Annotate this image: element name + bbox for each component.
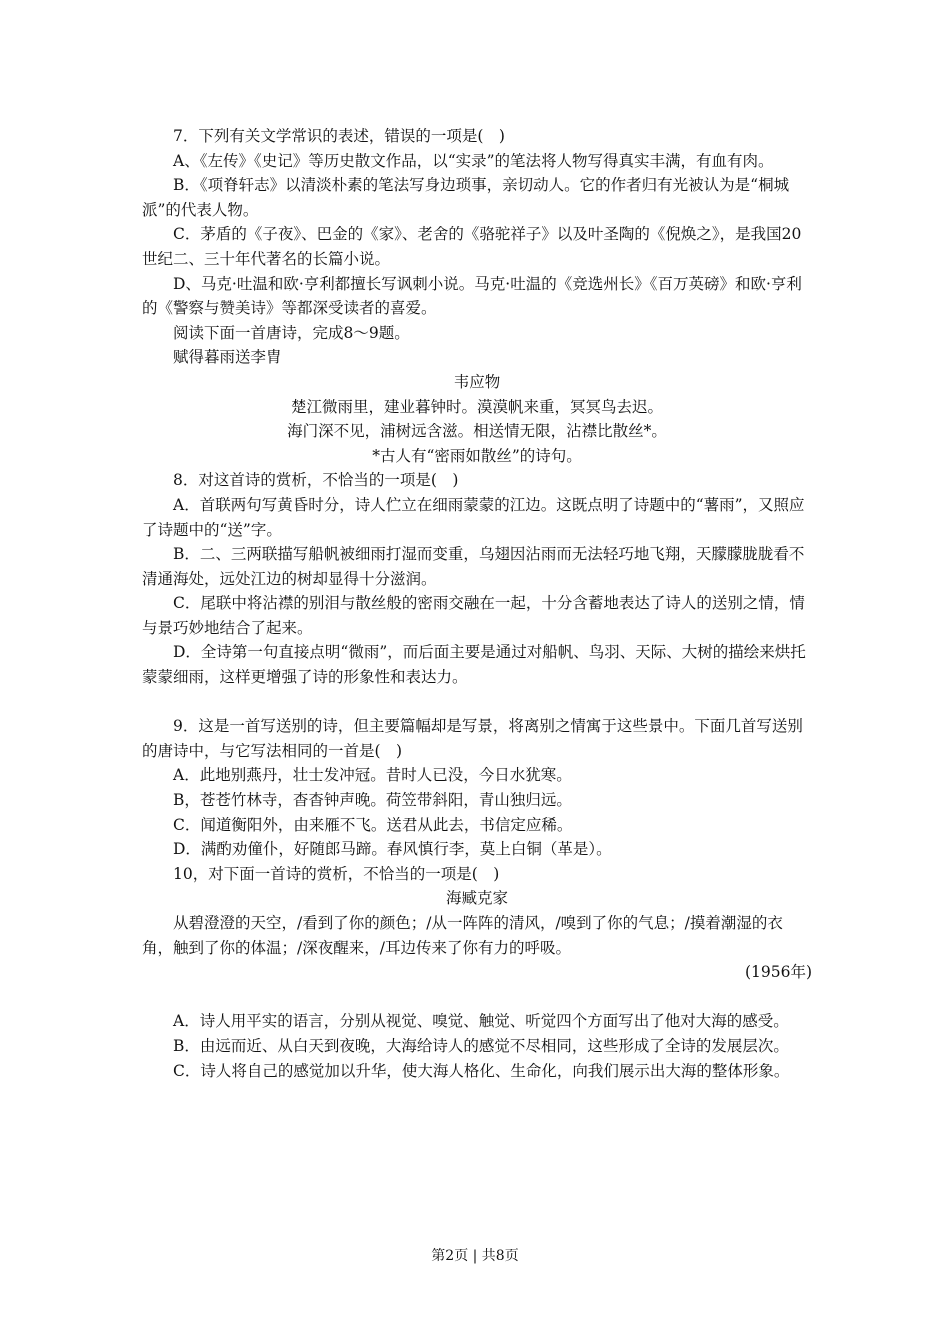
question-7-option-b: B．《项脊轩志》以清淡朴素的笔法写身边琐事，亲切动人。它的作者归有光被认为是“桐城派”的代表人物。 bbox=[142, 176, 790, 219]
paragraph-gap bbox=[142, 985, 812, 1010]
question-9-option-c: C．闻道衡阳外，由来雁不飞。送君从此去，书信定应稀。 bbox=[173, 815, 573, 834]
paragraph-gap bbox=[142, 690, 812, 715]
reading-instruction: 阅读下面一首唐诗，完成8～9题。 bbox=[173, 323, 410, 342]
question-8-option-d: D．全诗第一句直接点明“微雨”，而后面主要是通过对船帆、鸟羽、天际、大树的描绘来烘托蒙蒙细雨，这样更增强了诗的形象性和表达力。 bbox=[142, 643, 806, 687]
question-7-option-a: A、《左传》《史记》等历史散文作品，以“实录”的笔法将人物写得真实丰满，有血有肉。 bbox=[173, 151, 774, 170]
question-8-option-a: A．首联两句写黄昏时分，诗人伫立在细雨蒙蒙的江边。这既点明了诗题中的“薯雨”，又照应了诗题中的“送”字。 bbox=[142, 495, 805, 539]
poem-author: 韦应物 bbox=[453, 372, 501, 391]
question-7-option-d: D、马克·吐温和欧·亨利都擅长写讽刺小说。马克·吐温的《竞选州长》《百万英磅》和欧·亨利的《警察与赞美诗》等都深受读者的喜爱。 bbox=[142, 274, 802, 318]
question-9-stem: 9．这是一首写送别的诗，但主要篇幅却是写景，将离别之情寓于这些景中。下面几首写送别的唐诗中，与它写法相同的一首是( ) bbox=[142, 717, 803, 760]
page-content bbox=[142, 124, 812, 1083]
poem-title: 赋得暮雨送李胄 bbox=[173, 348, 282, 367]
question-8-option-c: C．尾联中将沾襟的别泪与散丝般的密雨交融在一起，十分含蓄地表达了诗人的送别之情，情与景巧妙地结合了起来。 bbox=[142, 594, 805, 637]
question-9-option-b: B，苍苍竹林寺，杳杳钟声晚。荷笠带斜阳，青山独归远。 bbox=[173, 791, 572, 810]
question-9-option-d: D．满酌劝僮仆，好随郎马蹄。春风慎行李，莫上白铜（革是）。 bbox=[173, 840, 612, 859]
question-7-option-c: C．茅盾的《子夜》、巴金的《家》、老舍的《骆驼祥子》以及叶圣陶的《倪焕之》，是我国20世纪二、三十年代著名的长篇小说。 bbox=[142, 225, 802, 268]
question-10-option-a: A．诗人用平实的语言，分别从视觉、嗅觉、触觉、听觉四个方面写出了他对大海的感受。 bbox=[173, 1012, 789, 1031]
page-footer: 第2页 | 共8页 bbox=[431, 1248, 519, 1264]
question-8-stem: 8．对这首诗的赏析，不恰当的一项是( ) bbox=[173, 471, 459, 490]
question-7-stem: 7．下列有关文学常识的表述，错误的一项是( ) bbox=[173, 127, 505, 145]
poem-footnote: *古人有“密雨如散丝”的诗句。 bbox=[372, 446, 582, 465]
poem-2-title: 海臧克家 bbox=[445, 889, 508, 908]
question-10-option-b: B．由远而近、从白天到夜晚，大海给诗人的感觉不尽相同，这些形成了全诗的发展层次。 bbox=[173, 1036, 789, 1055]
poem-line-2: 海门深不见，浦树远含滋。相送情无限，沾襟比散丝*。 bbox=[287, 422, 667, 441]
poem-2-year: (1956年) bbox=[744, 963, 812, 982]
question-10-stem: 10，对下面一首诗的赏析，不恰当的一项是( ) bbox=[173, 864, 500, 883]
poem-2-body: 从碧澄澄的天空，/看到了你的颜色；/从一阵阵的清风，/嗅到了你的气息；/摸着潮湿的衣角，触到了你的体温；/深夜醒来，/耳边传来了你有力的呼吸。 bbox=[142, 914, 783, 957]
question-10-option-c: C．诗人将自己的感觉加以升华，使大海人格化、生命化，向我们展示出大海的整体形象。 bbox=[173, 1061, 790, 1080]
poem-line-1: 楚江微雨里，建业暮钟时。漠漠帆来重，冥冥鸟去迟。 bbox=[290, 397, 663, 416]
question-8-option-b: B．二、三两联描写船帆被细雨打湿而变重，乌翅因沾雨而无法轻巧地飞翔，天朦朦胧胧看不清通海处，远处江边的树却显得十分滋润。 bbox=[142, 545, 805, 588]
question-9-option-a: A．此地别燕丹，壮士发冲冠。昔时人已没，今日水犹寒。 bbox=[173, 766, 572, 785]
